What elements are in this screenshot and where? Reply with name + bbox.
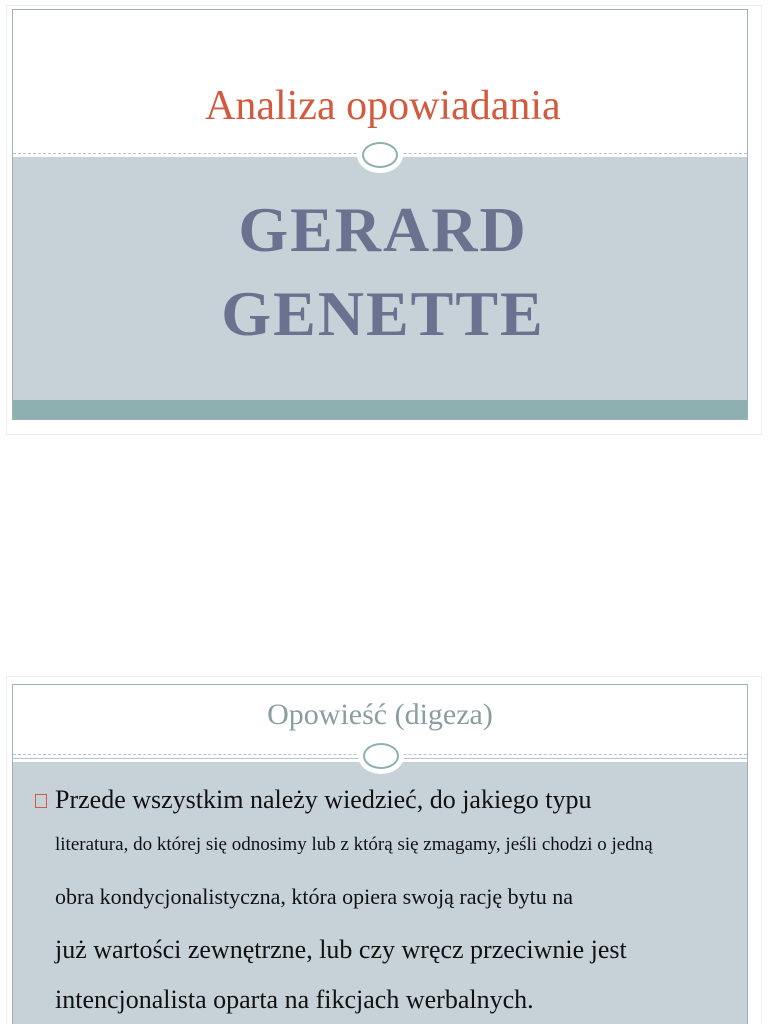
bottom-accent-band xyxy=(13,400,747,420)
subtitle-line-1: GERARD xyxy=(238,194,528,265)
divider-connector-icon xyxy=(358,738,404,774)
slide-title-area xyxy=(13,10,747,153)
slide-title: Opowieść (digeza) xyxy=(267,698,493,731)
square-bullet-icon xyxy=(35,794,47,808)
paragraph-line-1 xyxy=(35,781,591,819)
slide-1 xyxy=(12,9,748,420)
slide-title: Analiza opowiadania xyxy=(205,83,561,129)
paragraph-line-4: już wartości zewnętrzne, lub czy wręcz przeciwnie jest xyxy=(55,935,627,964)
subtitle-line-2: GENETTE xyxy=(221,278,545,349)
ring-icon xyxy=(363,743,399,769)
divider-connector-icon xyxy=(357,137,403,173)
paragraph-line-5: intencjonalista oparta na fikcjach werbalnych. xyxy=(55,985,534,1014)
slide-2 xyxy=(12,684,748,1024)
paragraph-line-2: literatura, do której się odnosimy lub z którą się zmagamy, jeśli chodzi o jedną xyxy=(55,834,653,855)
paragraph-line-1-text: Przede wszystkim należy wiedzieć, do jakiego typu xyxy=(55,785,592,814)
slide-body xyxy=(13,157,747,400)
paragraph-line-3: obra kondycjonalistyczna, która opiera swoją rację bytu na xyxy=(55,884,574,909)
ring-icon xyxy=(362,142,398,168)
slide-subtitle xyxy=(173,188,593,356)
